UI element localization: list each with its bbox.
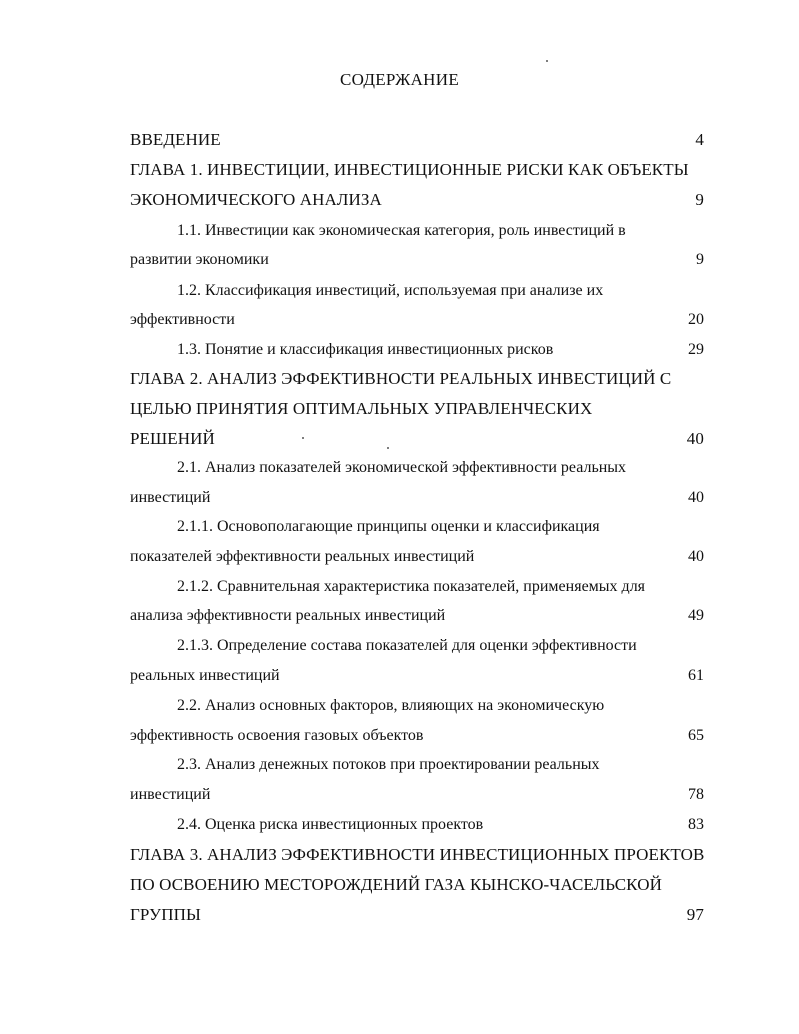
toc-text: ГРУППЫ	[130, 905, 201, 924]
toc-page-number: 4	[695, 130, 704, 149]
toc-text: инвестиций	[130, 786, 211, 803]
toc-text: ЭКОНОМИЧЕСКОГО АНАЛИЗА	[130, 190, 382, 209]
toc-line	[130, 545, 704, 569]
toc-line	[130, 367, 704, 391]
toc-text: эффективности	[130, 311, 235, 328]
page-title: СОДЕРЖАНИЕ	[339, 70, 460, 89]
toc-page-number: 40	[686, 429, 704, 448]
toc-line	[130, 515, 704, 539]
toc-line	[130, 158, 704, 182]
toc-line	[130, 575, 704, 599]
toc-line	[130, 843, 704, 867]
toc-line	[130, 128, 704, 152]
toc-line	[130, 279, 704, 303]
toc-page-number: 65	[688, 727, 704, 744]
toc-line	[130, 664, 704, 688]
toc-page-number: 40	[688, 548, 704, 565]
toc-text: эффективность освоения газовых объектов	[130, 727, 424, 744]
toc-page-number: 61	[688, 667, 704, 684]
scan-speck	[387, 447, 389, 449]
toc-text: ГЛАВА 2. АНАЛИЗ ЭФФЕКТИВНОСТИ РЕАЛЬНЫХ ИНВЕСТИЦИЙ С	[130, 369, 672, 388]
toc-text: 2.3. Анализ денежных потоков при проектировании реальных	[177, 756, 600, 773]
toc-text: инвестиций	[130, 489, 211, 506]
toc-line	[130, 248, 704, 272]
toc-text: ГЛАВА 3. АНАЛИЗ ЭФФЕКТИВНОСТИ ИНВЕСТИЦИОННЫХ ПРОЕКТОВ	[130, 845, 705, 864]
toc-line	[130, 486, 704, 510]
toc-text: развитии экономики	[130, 251, 269, 268]
toc-page-number: 49	[688, 607, 704, 624]
toc-text: анализа эффективности реальных инвестиций	[130, 607, 446, 624]
toc-line	[130, 338, 704, 362]
toc-line	[130, 634, 704, 658]
toc-text: ВВЕДЕНИЕ	[130, 130, 221, 149]
toc-text: 2.4. Оценка риска инвестиционных проектов	[177, 816, 484, 833]
toc-text: 2.1.1. Основополагающие принципы оценки и классификация	[177, 518, 600, 535]
toc-text: 2.2. Анализ основных факторов, влияющих на экономическую	[177, 697, 605, 714]
toc-line	[130, 308, 704, 332]
toc-text: 2.1.3. Определение состава показателей для оценки эффективности	[177, 637, 637, 654]
toc-page-number: 9	[695, 190, 704, 209]
toc-line	[130, 873, 704, 897]
toc-text: 1.1. Инвестиции как экономическая категория, роль инвестиций в	[177, 222, 626, 239]
toc-line	[130, 813, 704, 837]
toc-line	[130, 694, 704, 718]
toc-text: 2.1. Анализ показателей экономической эффективности реальных	[177, 459, 627, 476]
toc-text: ЦЕЛЬЮ ПРИНЯТИЯ ОПТИМАЛЬНЫХ УПРАВЛЕНЧЕСКИХ	[130, 399, 593, 418]
toc-line	[130, 903, 704, 927]
toc-line	[130, 753, 704, 777]
toc-text: РЕШЕНИЙ	[130, 429, 215, 448]
toc-text: ПО ОСВОЕНИЮ МЕСТОРОЖДЕНИЙ ГАЗА КЫНСКО-ЧАСЕЛЬСКОЙ	[130, 875, 662, 894]
toc-page-number: 40	[688, 489, 704, 506]
toc-page-number: 83	[688, 816, 704, 833]
toc-line	[130, 188, 704, 212]
toc-line	[130, 604, 704, 628]
toc-page-number: 9	[696, 251, 704, 268]
toc-text: 1.3. Понятие и классификация инвестиционных рисков	[177, 341, 554, 358]
toc-line	[130, 397, 704, 421]
scan-speck	[302, 437, 304, 439]
scan-speck	[546, 60, 548, 62]
toc-page-number: 78	[688, 786, 704, 803]
toc-text: 1.2. Классификация инвестиций, используемая при анализе их	[177, 282, 604, 299]
toc-line	[130, 219, 704, 243]
toc-page-number: 97	[686, 905, 704, 924]
toc-page-number: 29	[688, 341, 704, 358]
toc-text: реальных инвестиций	[130, 667, 280, 684]
toc-text: 2.1.2. Сравнительная характеристика показателей, применяемых для	[177, 578, 646, 595]
toc-text: ГЛАВА 1. ИНВЕСТИЦИИ, ИНВЕСТИЦИОННЫЕ РИСКИ КАК ОБЪЕКТЫ	[130, 160, 689, 179]
toc-page-number: 20	[688, 311, 704, 328]
toc-line	[130, 724, 704, 748]
toc-line	[130, 783, 704, 807]
toc-text: показателей эффективности реальных инвестиций	[130, 548, 475, 565]
toc-line	[130, 456, 704, 480]
toc-line	[130, 427, 704, 451]
